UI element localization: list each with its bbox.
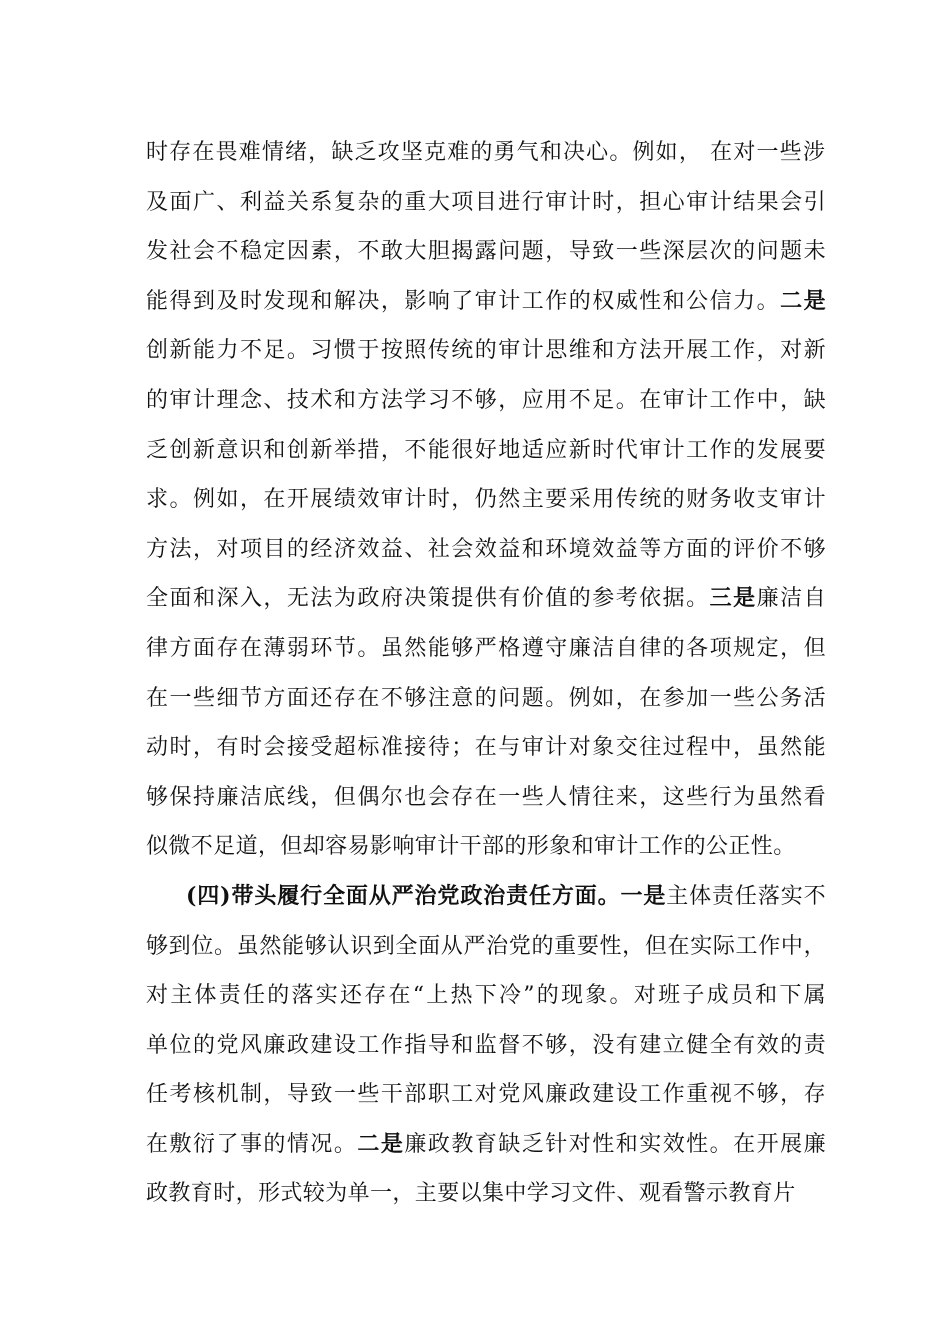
text-line bbox=[146, 773, 826, 823]
text-segment: 发社会不稳定因素，不敢大胆揭露问题，导致一些深层次的问题未 bbox=[146, 239, 828, 265]
text-line bbox=[146, 475, 826, 525]
bold-text-segment: 二是 bbox=[357, 1130, 405, 1157]
text-line bbox=[146, 674, 826, 724]
text-line bbox=[146, 1021, 826, 1071]
text-line bbox=[146, 624, 826, 674]
text-segment: 在敷衍了事的情况。 bbox=[146, 1131, 358, 1157]
text-segment: 律方面存在薄弱环节。虽然能够严格遵守廉洁自律的各项规定，但 bbox=[146, 635, 828, 661]
text-segment: 时存在畏难情绪，缺乏攻坚克难的勇气和决心。例如， 在对一些涉 bbox=[146, 140, 826, 165]
text-segment: 在一些细节方面还存在不够注意的问题。例如，在参加一些公务活 bbox=[146, 685, 828, 711]
text-segment: 够保持廉洁底线，但偶尔也会存在一些人情往来，这些行为虽然看 bbox=[146, 784, 828, 810]
bold-text-segment: 二是 bbox=[780, 287, 828, 314]
bold-text-segment: 三是 bbox=[709, 585, 757, 612]
text-segment: 对主体责任的落实还存在“上热下冷”的现象。对班子成员和下属 bbox=[146, 983, 828, 1009]
text-line bbox=[146, 525, 826, 575]
text-line bbox=[146, 326, 826, 376]
text-line bbox=[146, 971, 826, 1021]
text-segment: 单位的党风廉政建设工作指导和监督不够，没有建立健全有效的责 bbox=[146, 1032, 828, 1058]
text-line bbox=[146, 1070, 826, 1120]
text-segment: 廉政教育缺乏针对性和实效性。在开展廉 bbox=[404, 1131, 828, 1157]
text-segment: 动时，有时会接受超标准接待；在与审计对象交往过程中，虽然能 bbox=[146, 735, 828, 761]
text-segment: 任考核机制，导致一些干部职工对党风廉政建设工作重视不够，存 bbox=[146, 1082, 828, 1108]
bold-text-segment: (四)带头履行全面从严治党政治责任方面。一是 bbox=[186, 882, 667, 909]
text-segment: 主体责任落实不 bbox=[666, 883, 827, 909]
text-line bbox=[146, 574, 826, 624]
text-segment: 及面广、利益关系复杂的重大项目进行审计时，担心审计结果会引 bbox=[146, 189, 828, 215]
text-line bbox=[146, 128, 826, 178]
text-segment: 方法，对项目的经济效益、社会效益和环境效益等方面的评价不够 bbox=[146, 536, 828, 562]
text-segment: 全面和深入，无法为政府决策提供有价值的参考依据。 bbox=[146, 586, 710, 612]
text-line bbox=[146, 922, 826, 972]
text-segment: 能得到及时发现和解决，影响了审计工作的权威性和公信力。 bbox=[146, 288, 781, 314]
body-text bbox=[146, 128, 826, 1219]
text-segment: 乏创新意识和创新举措，不能很好地适应新时代审计工作的发展要 bbox=[146, 437, 828, 463]
text-line bbox=[146, 822, 826, 872]
text-line bbox=[146, 1169, 826, 1219]
text-segment: 政教育时，形式较为单一，主要以集中学习文件、观看警示教育片 bbox=[146, 1181, 796, 1207]
text-line bbox=[146, 227, 826, 277]
text-line bbox=[146, 426, 826, 476]
text-line bbox=[146, 277, 826, 327]
text-line bbox=[146, 872, 826, 922]
text-line bbox=[146, 723, 826, 773]
text-line bbox=[146, 178, 826, 228]
text-line bbox=[146, 1120, 826, 1170]
text-segment: 求。例如，在开展绩效审计时，仍然主要采用传统的财务收支审计 bbox=[146, 487, 828, 513]
text-segment: 的审计理念、技术和方法学习不够，应用不足。在审计工作中，缺 bbox=[146, 387, 828, 413]
text-segment: 似微不足道，但却容易影响审计干部的形象和审计工作的公正性。 bbox=[146, 834, 796, 860]
text-line bbox=[146, 376, 826, 426]
text-segment: 创新能力不足。习惯于按照传统的审计思维和方法开展工作，对新 bbox=[146, 338, 828, 364]
text-segment: 够到位。虽然能够认识到全面从严治党的重要性，但在实际工作中， bbox=[146, 933, 827, 959]
text-segment: 廉洁自 bbox=[756, 586, 828, 612]
